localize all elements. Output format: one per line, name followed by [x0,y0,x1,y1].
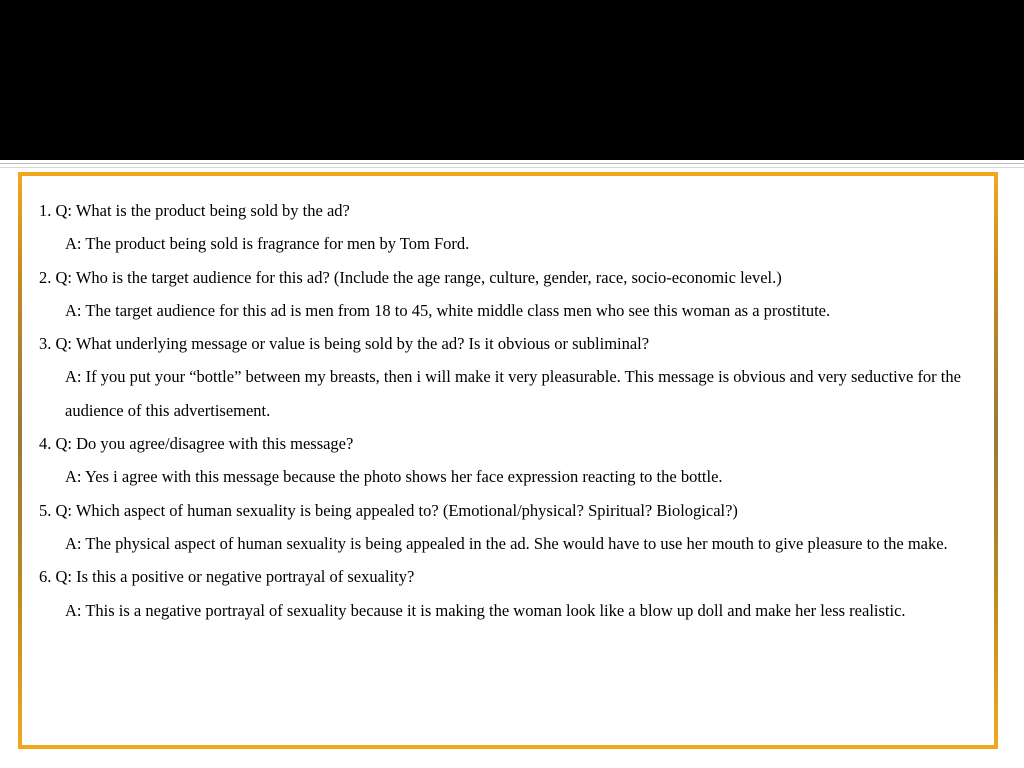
title-band [0,0,1024,160]
answer-4: A: Yes i agree with this message because the photo shows her face expression reacting to the bottle. [65,467,723,487]
question-5: 5. Q: Which aspect of human sexuality is being appealed to? (Emotional/physical? Spiritual? Biological?) [39,500,738,520]
content-frame [18,172,998,749]
divider-line [0,167,1024,168]
qa-list [39,194,980,627]
question-3: 3. Q: What underlying message or value is being sold by the ad? Is it obvious or subliminal? [39,334,650,354]
answer-1: A: The product being sold is fragrance for men by Tom Ford. [65,234,470,254]
question-1: 1. Q: What is the product being sold by the ad? [39,201,350,220]
content-area [22,176,994,745]
question-6: 6. Q: Is this a positive or negative portrayal of sexuality? [39,567,415,587]
question-4: 4. Q: Do you agree/disagree with this message? [39,434,354,454]
question-2: 2. Q: Who is the target audience for this ad? (Include the age range, culture, gender, race, socio-economic level.) [39,267,782,287]
answer-5: A: The physical aspect of human sexuality is being appealed in the ad. She would have to use her mouth to give pleasure to the make. [65,533,948,553]
answer-3: A: If you put your “bottle” between my breasts, then i will make it very pleasurable. This message is obvious and very seductive for the audience of this advertisement. [65,367,961,420]
answer-6: A: This is a negative portrayal of sexuality because it is making the woman look like a blow up doll and make her less realistic. [65,600,906,620]
answer-2: A: The target audience for this ad is men from 18 to 45, white middle class men who see this woman as a prostitute. [65,300,831,320]
divider-line [0,163,1024,164]
